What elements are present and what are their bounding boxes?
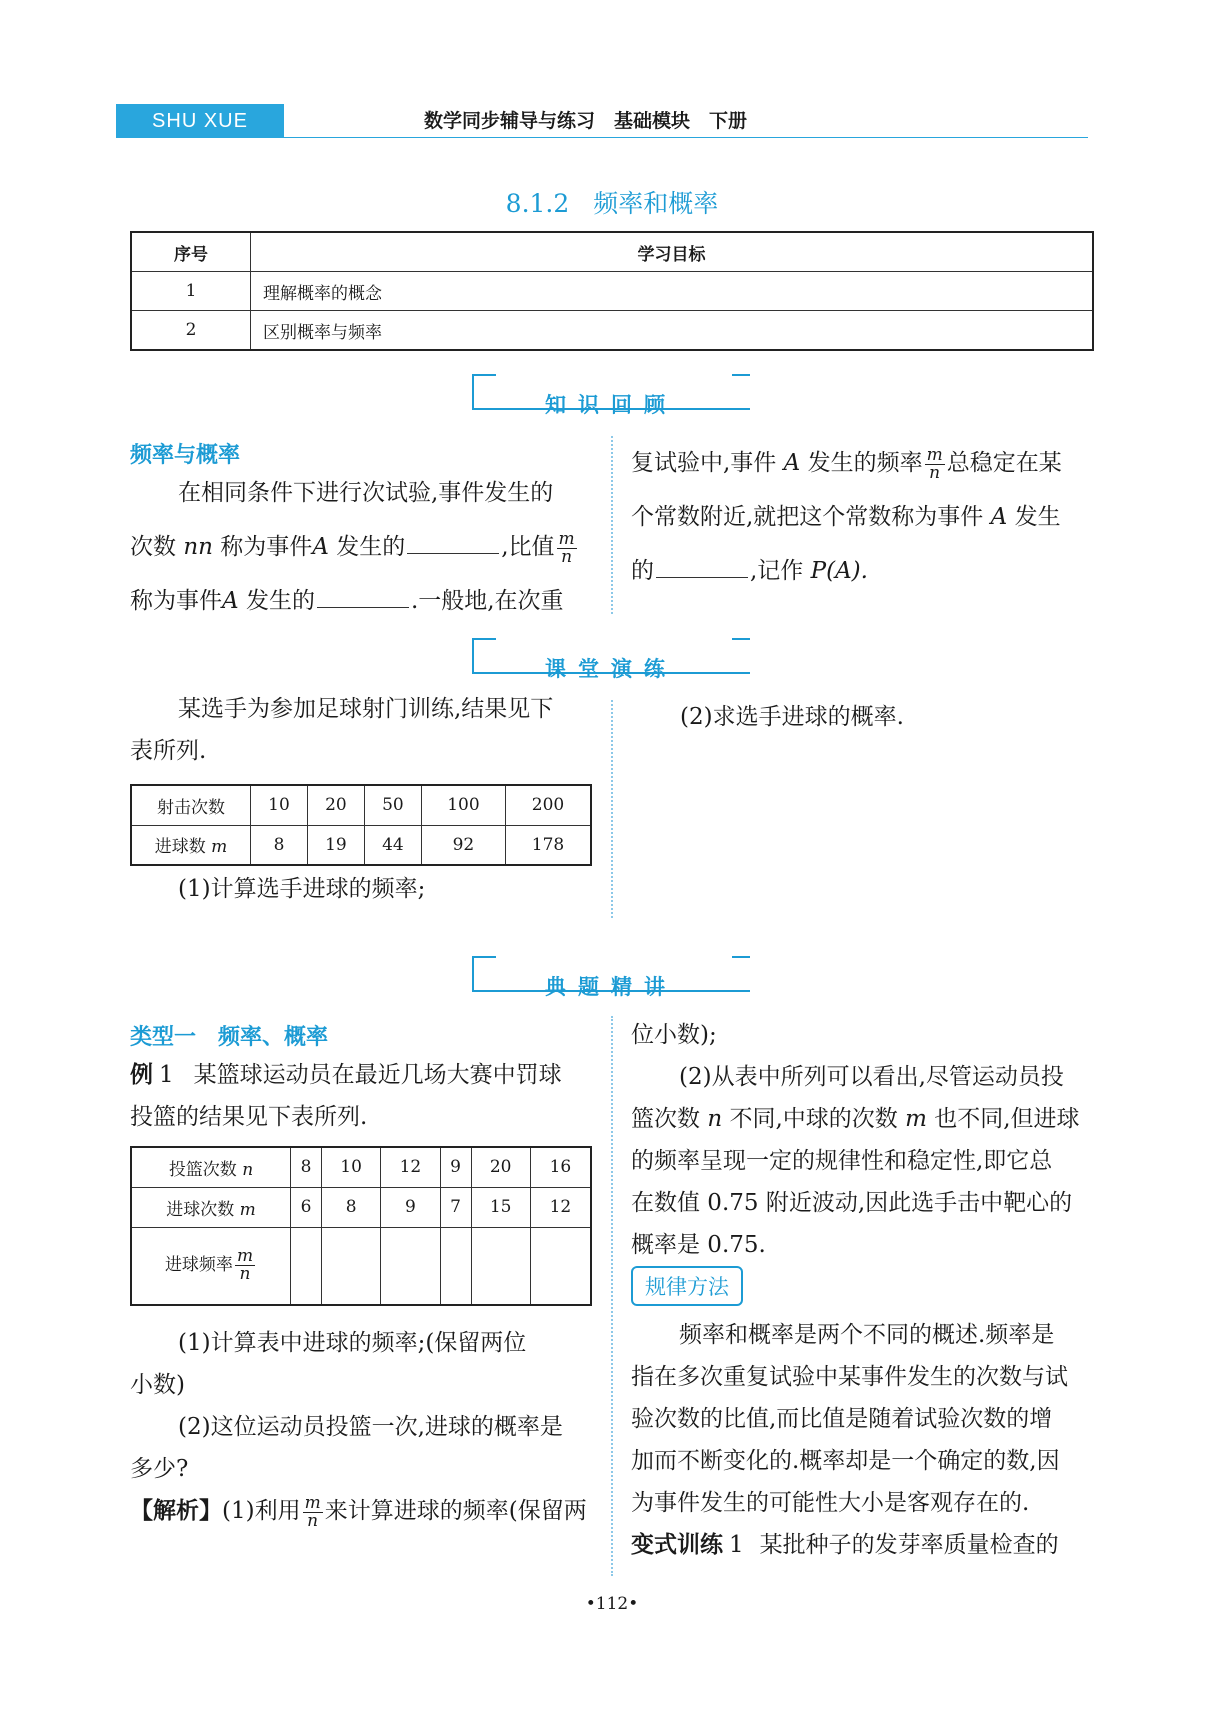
row-goal: 理解概率的概念 — [251, 272, 1094, 311]
book-title: 数学同步辅导与练习 基础模块 下册 — [424, 110, 748, 132]
row-label: 进球次数 m — [131, 1187, 291, 1227]
solution-continued — [631, 1014, 1093, 1266]
example-label: 例 — [130, 1062, 153, 1088]
table-row — [131, 232, 1093, 272]
banner-review — [472, 374, 750, 417]
table-cell: 8 — [321, 1187, 380, 1227]
table-cell: 16 — [530, 1147, 591, 1187]
method-box — [631, 1266, 743, 1306]
table-cell: 9 — [440, 1147, 471, 1187]
solution-line: 概率是 0.75. — [631, 1232, 766, 1258]
example-line: 例 1 某篮球运动员在最近几场大赛中罚球 — [130, 1062, 562, 1088]
row-label: 投篮次数 n — [131, 1147, 291, 1187]
table-cell: 44 — [364, 825, 421, 865]
banner-examples — [472, 956, 750, 999]
table-cell: 9 — [381, 1187, 440, 1227]
row-label: 进球频率 $\frac{m}{n}$ — [131, 1227, 291, 1305]
table-row — [131, 1147, 591, 1187]
table-cell: 100 — [421, 785, 505, 825]
table-cell[interactable] — [321, 1227, 380, 1305]
subject-tag: SHU XUE — [116, 104, 284, 138]
fraction-m-over-n: $\frac{m}{n}$ — [558, 528, 575, 567]
banner-examples-text: 典题精讲 — [545, 975, 677, 999]
fraction-m-over-n: $\frac{m}{n}$ — [304, 1492, 321, 1531]
solution-line: 的频率呈现一定的规律性和稳定性,即它总 — [631, 1148, 1053, 1174]
method-line: 为事件发生的可能性大小是客观存在的. — [631, 1490, 1030, 1516]
table-cell: 20 — [307, 785, 364, 825]
solution-line: (2)从表中所列可以看出,尽管运动员投 — [679, 1064, 1064, 1090]
practice-q2: (2)求选手进球的概率. — [680, 704, 904, 730]
table-row — [131, 1187, 591, 1227]
section-title — [0, 184, 1224, 220]
table-row — [131, 785, 591, 825]
section-name: 频率和概率 — [593, 189, 719, 218]
table-cell[interactable] — [440, 1227, 471, 1305]
row-index: 2 — [131, 311, 251, 351]
col-goal-header: 学习目标 — [251, 232, 1094, 272]
question-line: (2)这位运动员投篮一次,进球的概率是 — [178, 1414, 563, 1440]
question-line: (1)计算表中进球的频率;(保留两位 — [178, 1330, 527, 1356]
table-cell: 10 — [321, 1147, 380, 1187]
table-cell: 19 — [307, 825, 364, 865]
table-cell: 178 — [506, 825, 591, 865]
table-cell[interactable] — [381, 1227, 440, 1305]
objectives-table — [130, 231, 1094, 351]
review-left-text — [130, 466, 592, 628]
solution-line: 篮次数 n 不同,中球的次数 m 也不同,但进球 — [631, 1106, 1080, 1132]
solution-line: 【解析】(1)利用 $\frac{m}{n}$ 来计算进球的频率(保留两 — [130, 1492, 587, 1531]
method-line: 频率和概率是两个不同的概述.频率是 — [679, 1322, 1055, 1348]
table-cell: 6 — [291, 1187, 322, 1227]
table-cell: 12 — [381, 1147, 440, 1187]
table-cell: 92 — [421, 825, 505, 865]
method-title: 规律方法 — [645, 1275, 729, 1299]
row-index: 1 — [131, 272, 251, 311]
example-intro — [130, 1054, 592, 1138]
table-cell: 12 — [530, 1187, 591, 1227]
table-cell: 8 — [251, 825, 308, 865]
table-cell[interactable] — [530, 1227, 591, 1305]
variation-line: 变式训练 1 某批种子的发芽率质量检查的 — [631, 1532, 1059, 1558]
review-line: 复试验中,事件 A 发生的频率 $\frac{m}{n}$ 总稳定在某 — [631, 444, 1062, 483]
col-index-header: 序号 — [131, 232, 251, 272]
practice-q1: (1)计算选手进球的频率; — [178, 876, 426, 902]
row-goal: 区别概率与频率 — [251, 311, 1094, 351]
variation-label: 变式训练 — [631, 1532, 723, 1558]
solution-label: 【解析】 — [130, 1498, 222, 1524]
table-cell[interactable] — [471, 1227, 530, 1305]
table-cell: 50 — [364, 785, 421, 825]
review-heading: 频率与概率 — [130, 443, 241, 468]
row-label: 射击次数 — [131, 785, 251, 825]
review-line: 次数 nn 称为事件A 发生的 ,比值 $\frac{m}{n}$ — [130, 528, 575, 567]
solution-line: 在数值 0.75 附近波动,因此选手击中靶心的 — [631, 1190, 1073, 1216]
solution-line: 位小数); — [631, 1022, 717, 1048]
fraction-m-over-n: $\frac{m}{n}$ — [926, 444, 943, 483]
review-line: 在相同条件下进行次试验,事件发生的 — [178, 480, 554, 506]
table-row — [131, 1227, 591, 1305]
table-cell: 200 — [506, 785, 591, 825]
review-right-text — [631, 436, 1093, 598]
table-cell: 7 — [440, 1187, 471, 1227]
review-line: 的 ,记作 P(A). — [631, 558, 868, 584]
example-line: 投篮的结果见下表所列. — [130, 1104, 368, 1130]
table-cell: 10 — [251, 785, 308, 825]
practice-line: 表所列. — [130, 738, 207, 764]
type-heading: 类型一 频率、概率 — [130, 1025, 329, 1050]
table-row — [131, 311, 1093, 351]
table-cell: 8 — [291, 1147, 322, 1187]
page-number: •112• — [585, 1594, 639, 1614]
question-line: 小数) — [130, 1372, 185, 1398]
table-cell: 15 — [471, 1187, 530, 1227]
method-line: 指在多次重复试验中某事件发生的次数与试 — [631, 1364, 1068, 1390]
table-row — [131, 825, 591, 865]
section-number: 8.1.2 — [505, 189, 570, 218]
method-line: 验次数的比值,而比值是随着试验次数的增 — [631, 1406, 1053, 1432]
header-rule — [284, 137, 1088, 138]
review-line: 称为事件A 发生的 .一般地,在次重 — [130, 588, 564, 614]
table-cell: 20 — [471, 1147, 530, 1187]
row-label: 进球数 m — [131, 825, 251, 865]
example-number: 1 — [159, 1062, 174, 1088]
basketball-table — [130, 1146, 592, 1306]
example-questions — [130, 1322, 592, 1532]
question-line: 多少? — [130, 1456, 189, 1482]
column-divider — [611, 436, 613, 614]
variation-number: 1 — [729, 1532, 744, 1558]
shooting-table — [130, 784, 592, 866]
banner-review-text: 知识回顾 — [545, 393, 677, 417]
practice-intro — [130, 688, 592, 772]
column-divider — [611, 1016, 613, 1576]
table-cell[interactable] — [291, 1227, 322, 1305]
fraction-m-over-n: $\frac{m}{n}$ — [236, 1246, 254, 1285]
method-text — [631, 1314, 1093, 1566]
review-line: 个常数附近,就把这个常数称为事件 A 发生 — [631, 504, 1061, 530]
table-row — [131, 272, 1093, 311]
banner-practice — [472, 638, 750, 681]
banner-practice-text: 课堂演练 — [545, 657, 677, 681]
practice-line: 某选手为参加足球射门训练,结果见下 — [178, 696, 554, 722]
method-line: 加而不断变化的.概率却是一个确定的数,因 — [631, 1448, 1060, 1474]
column-divider — [611, 700, 613, 918]
